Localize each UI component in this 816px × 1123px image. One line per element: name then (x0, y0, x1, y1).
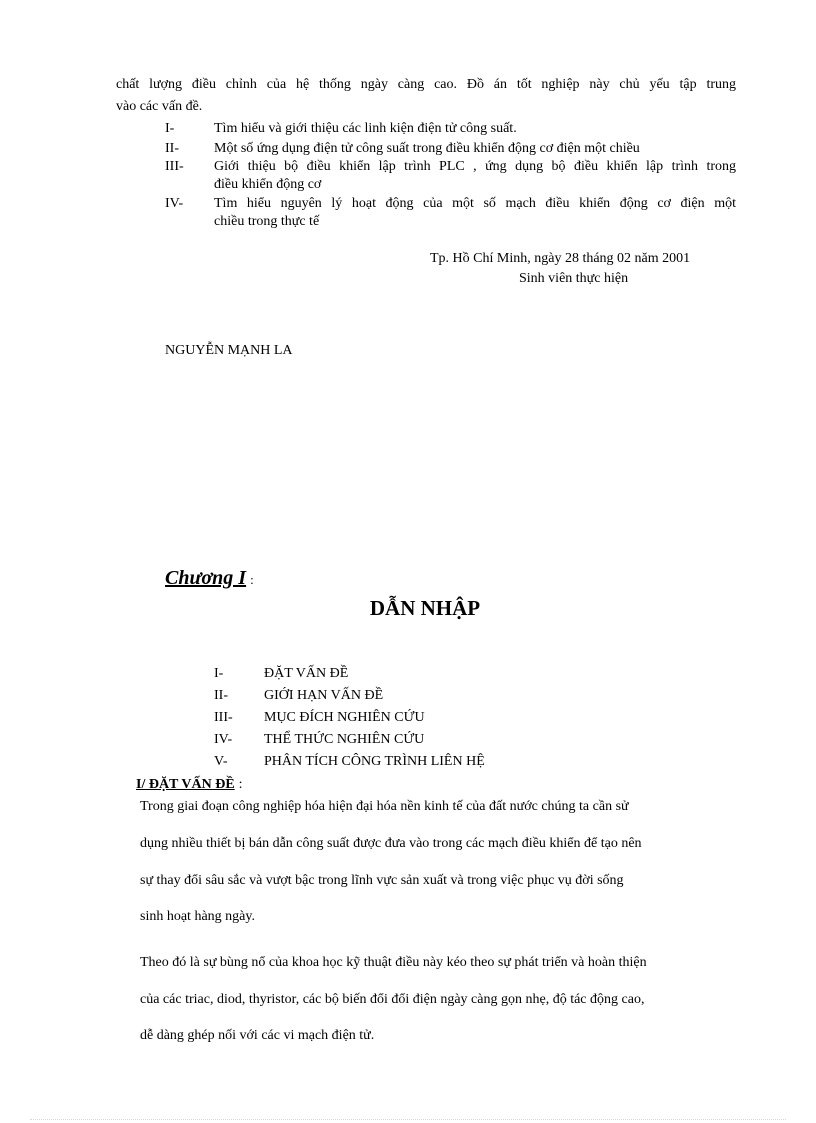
paragraph-line: Theo đó là sự bùng nổ của khoa học kỹ thuật điều này kéo theo sự phát triển và hoàn thiện (140, 955, 647, 970)
intro-line-2: vào các vấn đề. (116, 99, 203, 114)
intro-item-text-cont: chiều trong thực tế (214, 214, 320, 229)
paragraph-line: của các triac, diod, thyristor, các bộ biến đổi đổi điện ngày càng gọn nhẹ, độ tác động cao, (140, 992, 645, 1007)
chapter-title: DẪN NHẬP (369, 596, 481, 620)
chapter-label-colon: : (250, 572, 254, 587)
intro-item-text: Tìm hiểu nguyên lý hoạt động của một số mạch điều khiển động cơ điện một (214, 196, 736, 211)
intro-line-1: chất lượng điều chỉnh của hệ thống ngày càng cao. Đồ án tốt nghiệp này chủ yếu tập trung (116, 77, 736, 92)
intro-item-number: III- (165, 159, 184, 174)
paragraph-line: Trong giai đoạn công nghiệp hóa hiện đại hóa nền kinh tế của đất nước chúng ta cần sử (140, 799, 629, 814)
intro-item-text: Một số ứng dụng điện tử công suất trong điều khiển động cơ điện một chiều (214, 141, 640, 156)
chapter-label: Chương I (165, 567, 247, 589)
section-heading-colon: : (238, 777, 243, 792)
intro-item-number: IV- (165, 196, 184, 211)
signature-date: Tp. Hồ Chí Minh, ngày 28 tháng 02 năm 2001 (430, 251, 691, 266)
toc-number: IV- (214, 732, 233, 747)
paragraph-line: dụng nhiều thiết bị bán dẫn công suất được đưa vào trong các mạch điều khiển để tạo nên (140, 836, 642, 851)
chapter-heading (165, 567, 254, 590)
toc-item: MỤC ĐÍCH NGHIÊN CỨU (264, 710, 425, 725)
toc-number: V- (214, 754, 228, 769)
paragraph-line: dễ dàng ghép nối với các vi mạch điện tử. (140, 1028, 375, 1043)
section-heading-text: I/ ĐẶT VẤN ĐỀ (136, 777, 235, 792)
page-bottom-divider (30, 1119, 786, 1120)
toc-number: II- (214, 688, 228, 703)
paragraph-line: sinh hoạt hàng ngày. (140, 909, 255, 924)
intro-item-text: Tìm hiểu và giới thiệu các linh kiện điện tử công suất. (214, 121, 517, 136)
paragraph-line: sự thay đổi sâu sắc và vượt bậc trong lĩnh vực sản xuất và trong việc phục vụ đời sống (140, 873, 624, 888)
intro-item-number: I- (165, 121, 175, 136)
signature-role: Sinh viên thực hiện (519, 271, 629, 286)
intro-item-text: Giới thiệu bộ điều khiển lập trình PLC , ứng dụng bộ điều khiển lập trình trong (214, 159, 736, 174)
toc-number: III- (214, 710, 233, 725)
intro-item-text-cont: điều khiển động cơ (214, 177, 322, 192)
toc-number: I- (214, 666, 224, 681)
toc-item: PHÂN TÍCH CÔNG TRÌNH LIÊN HỆ (264, 754, 485, 769)
toc-item: THỂ THỨC NGHIÊN CỨU (264, 732, 425, 747)
intro-item-number: II- (165, 141, 179, 156)
signature-name: NGUYỄN MẠNH LA (165, 343, 293, 358)
section-heading (136, 775, 243, 793)
toc-item: GIỚI HẠN VẤN ĐỀ (264, 688, 384, 703)
toc-item: ĐẶT VẤN ĐỀ (264, 666, 349, 681)
